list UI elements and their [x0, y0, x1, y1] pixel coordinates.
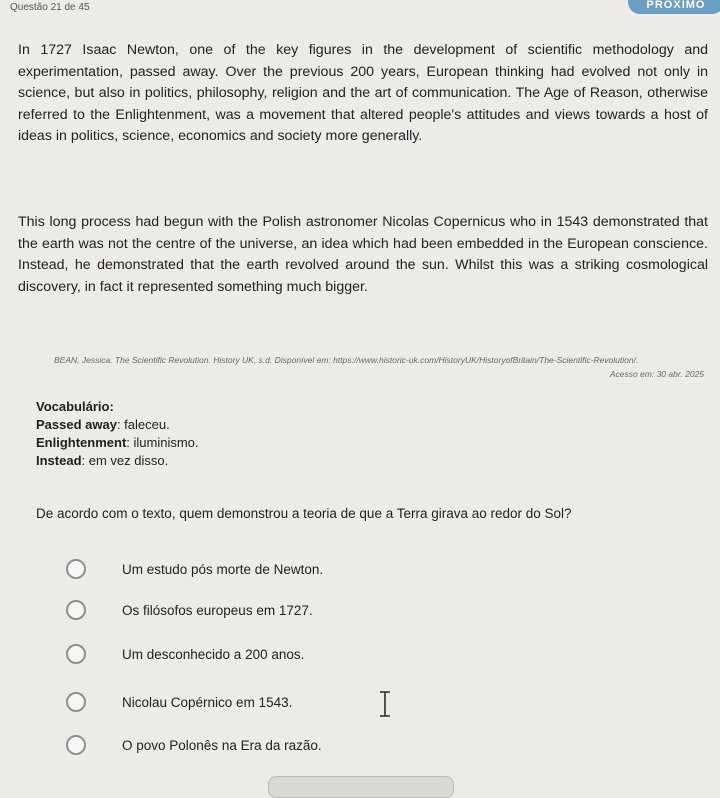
answer-option-label[interactable]: O povo Polonês na Era da razão. [122, 737, 322, 753]
passage-paragraph-1: In 1727 Isaac Newton, one of the key figures in the development of scientific methodology and experimentation, passed away. Over the previous 200 years, European thinking had evolved not only in science, but also in politics, philosophy, religion and the art of communication. The Age of Reason, otherwise referred to the Enlightenment, was a movement that altered people's attitudes and views towards a host of ideas in politics, science, economics and society more generally. [18, 42, 708, 144]
answer-option-c[interactable] [66, 636, 666, 672]
answer-option-b[interactable] [66, 592, 666, 628]
vocabulary-meaning: : iluminismo. [126, 435, 199, 450]
text-cursor-icon [378, 691, 392, 717]
vocabulary-title: Vocabulário: [36, 399, 114, 414]
vocabulary-term: Instead [36, 453, 82, 468]
passage-reference [54, 353, 704, 381]
passage-paragraph-2: This long process had begun with the Polish astronomer Nicolas Copernicus who in 1543 demonstrated that the earth was not the centre of the universe, an idea which had been embedded in the European conscience. Instead, he demonstrated that the earth revolved around the sun. Whilst this was a striking cosmological discovery, in fact it represented something much bigger. [18, 214, 708, 295]
reference-date: Acesso em: 30 abr. 2025 [609, 369, 704, 379]
answer-option-label[interactable]: Um desconhecido a 200 anos. [122, 646, 305, 662]
answer-option-label[interactable]: Um estudo pós morte de Newton. [122, 561, 324, 577]
vocabulary-meaning: : faleceu. [116, 417, 170, 432]
reference-text: BEAN, Jessica. The Scientific Revolution. History UK, s.d. Disponível em: https://www.historic-uk.com/HistoryUK/HistoryofBritain/The-Scientific-Revolution/. [54, 355, 639, 365]
radio-unchecked-icon[interactable] [66, 735, 86, 755]
radio-unchecked-icon[interactable] [66, 692, 86, 712]
vocabulary-term: Passed away [36, 417, 117, 432]
question-prompt: De acordo com o texto, quem demonstrou a teoria de que a Terra girava ao redor do Sol? [36, 506, 572, 521]
answer-option-e[interactable] [66, 727, 666, 763]
vocabulary-item [36, 416, 436, 434]
answer-option-d[interactable] [66, 684, 666, 720]
top-bar [0, 0, 720, 16]
answer-option-a[interactable] [66, 551, 666, 587]
question-counter: Questão 21 de 45 [10, 2, 90, 13]
vocabulary-meaning: : em vez disso. [81, 453, 169, 468]
answer-option-label[interactable]: Nicolau Copérnico em 1543. [122, 694, 293, 710]
bottom-button[interactable] [268, 776, 454, 798]
radio-unchecked-icon[interactable] [66, 600, 86, 620]
radio-unchecked-icon[interactable] [66, 559, 86, 579]
next-button[interactable]: PRÓXIMO [628, 0, 720, 14]
vocabulary-item [36, 434, 436, 452]
vocabulary-item [36, 452, 436, 470]
vocabulary-term: Enlightenment [36, 435, 127, 450]
radio-unchecked-icon[interactable] [66, 644, 86, 664]
vocabulary-box [36, 398, 436, 470]
answer-option-label[interactable]: Os filósofos europeus em 1727. [122, 602, 313, 618]
